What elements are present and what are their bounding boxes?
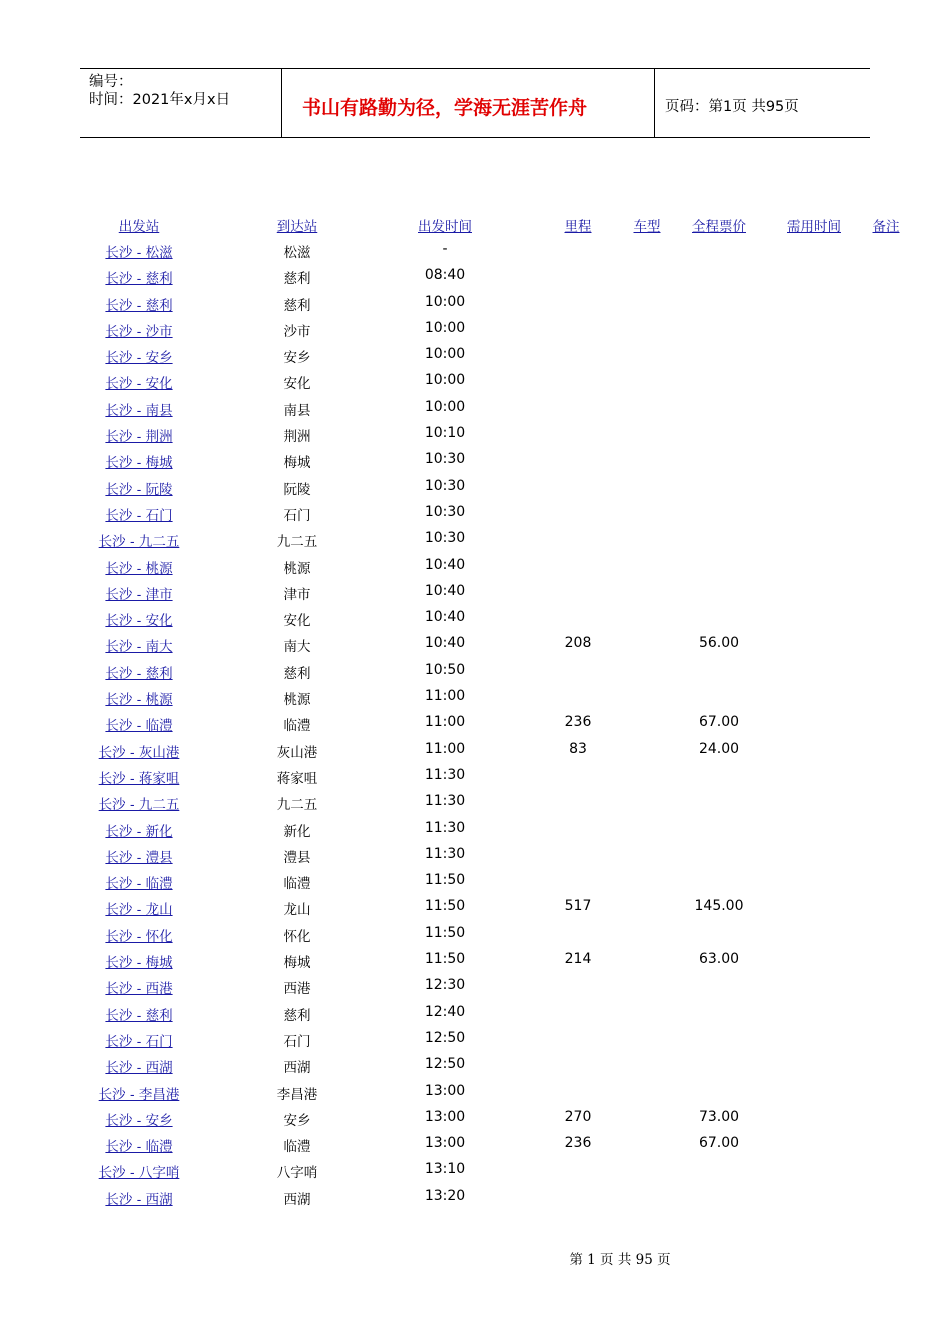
table-row bbox=[0, 1158, 950, 1184]
departure-time: 10:10 bbox=[424, 425, 466, 442]
page-info: 页码：第1页 共95页 bbox=[665, 99, 799, 115]
departure-time: 10:30 bbox=[424, 503, 466, 520]
route-link[interactable]: 长沙 - 荆洲 bbox=[105, 429, 173, 446]
table-row bbox=[0, 843, 950, 869]
arrival-station: 灰山港 bbox=[276, 744, 318, 761]
fare: 67.00 bbox=[698, 1135, 740, 1152]
table-row bbox=[0, 343, 950, 369]
route-link[interactable]: 长沙 - 西湖 bbox=[105, 1060, 173, 1077]
arrival-station: 九二五 bbox=[276, 797, 318, 814]
arrival-station: 西湖 bbox=[283, 1060, 311, 1077]
arrival-station: 梅城 bbox=[283, 955, 311, 972]
table-row bbox=[0, 1185, 950, 1211]
page-footer: 第 1 页 共 95 页 bbox=[569, 1252, 671, 1268]
arrival-station: 石门 bbox=[283, 1033, 311, 1050]
departure-time: 11:50 bbox=[424, 872, 466, 889]
route-link[interactable]: 长沙 - 安乡 bbox=[105, 1112, 173, 1129]
arrival-station: 荆洲 bbox=[283, 429, 311, 446]
departure-time: 10:00 bbox=[424, 293, 466, 310]
route-link[interactable]: 长沙 - 梅城 bbox=[105, 955, 173, 972]
arrival-station: 临澧 bbox=[283, 1139, 311, 1156]
route-link[interactable]: 长沙 - 南大 bbox=[105, 639, 173, 656]
departure-time: 12:50 bbox=[424, 1056, 466, 1073]
departure-time: 11:50 bbox=[424, 951, 466, 968]
departure-time: 10:40 bbox=[424, 556, 466, 573]
departure-time: 10:40 bbox=[424, 635, 466, 652]
route-link[interactable]: 长沙 - 澧县 bbox=[105, 849, 173, 866]
arrival-station: 慈利 bbox=[283, 297, 311, 314]
arrival-station: 南县 bbox=[283, 402, 311, 419]
column-header-vehicle-type[interactable]: 车型 bbox=[633, 219, 661, 235]
distance: 236 bbox=[564, 1135, 592, 1152]
departure-time: 11:30 bbox=[424, 845, 466, 862]
table-row bbox=[0, 396, 950, 422]
fare: 56.00 bbox=[698, 635, 740, 652]
table-row bbox=[0, 922, 950, 948]
arrival-station: 西湖 bbox=[283, 1191, 311, 1208]
arrival-station: 安化 bbox=[283, 613, 311, 630]
arrival-station: 新化 bbox=[283, 823, 311, 840]
table-row bbox=[0, 554, 950, 580]
table-row bbox=[0, 1080, 950, 1106]
route-link[interactable]: 长沙 - 石门 bbox=[105, 1033, 173, 1050]
route-link[interactable]: 长沙 - 八字哨 bbox=[98, 1165, 180, 1182]
document-header bbox=[80, 68, 870, 138]
departure-time: 10:00 bbox=[424, 346, 466, 363]
departure-time: 11:00 bbox=[424, 714, 466, 731]
departure-time: 11:00 bbox=[424, 688, 466, 705]
route-link[interactable]: 长沙 - 西港 bbox=[105, 981, 173, 998]
route-link[interactable]: 长沙 - 临澧 bbox=[105, 718, 173, 735]
route-link[interactable]: 长沙 - 慈利 bbox=[105, 1007, 173, 1024]
route-link[interactable]: 长沙 - 慈利 bbox=[105, 297, 173, 314]
column-header-arrival-station[interactable]: 到达站 bbox=[276, 219, 318, 235]
table-row bbox=[0, 264, 950, 290]
table-row bbox=[0, 738, 950, 764]
fare: 145.00 bbox=[694, 898, 744, 915]
distance: 517 bbox=[564, 898, 592, 915]
arrival-station: 慈利 bbox=[283, 271, 311, 288]
departure-time: 10:40 bbox=[424, 609, 466, 626]
table-row bbox=[0, 501, 950, 527]
route-link[interactable]: 长沙 - 安化 bbox=[105, 613, 173, 630]
departure-time: 11:30 bbox=[424, 819, 466, 836]
route-link[interactable]: 长沙 - 龙山 bbox=[105, 902, 173, 919]
departure-time: 11:00 bbox=[424, 740, 466, 757]
column-header-distance[interactable]: 里程 bbox=[564, 219, 592, 235]
table-row bbox=[0, 1001, 950, 1027]
column-header-remarks[interactable]: 备注 bbox=[872, 219, 900, 235]
arrival-station: 梅城 bbox=[283, 455, 311, 472]
departure-time: 10:00 bbox=[424, 372, 466, 389]
departure-time: 13:00 bbox=[424, 1108, 466, 1125]
departure-time: 10:30 bbox=[424, 477, 466, 494]
column-header-departure-time[interactable]: 出发时间 bbox=[418, 219, 472, 235]
route-link[interactable]: 长沙 - 安乡 bbox=[105, 350, 173, 367]
arrival-station: 李昌港 bbox=[276, 1086, 318, 1103]
route-link[interactable]: 长沙 - 临澧 bbox=[105, 876, 173, 893]
departure-time: 11:50 bbox=[424, 898, 466, 915]
departure-time: 12:30 bbox=[424, 977, 466, 994]
route-link[interactable]: 长沙 - 桃源 bbox=[105, 692, 173, 709]
table-row bbox=[0, 632, 950, 658]
fare: 73.00 bbox=[698, 1108, 740, 1125]
route-link[interactable]: 长沙 - 灰山港 bbox=[98, 744, 180, 761]
table-row bbox=[0, 817, 950, 843]
arrival-station: 临澧 bbox=[283, 876, 311, 893]
arrival-station: 安乡 bbox=[283, 350, 311, 367]
table-row bbox=[0, 711, 950, 737]
distance: 270 bbox=[564, 1108, 592, 1125]
arrival-station: 津市 bbox=[283, 586, 311, 603]
distance: 83 bbox=[569, 740, 587, 757]
date-label: 时间：2021年x月x日 bbox=[89, 92, 231, 108]
header-motto: 书山有路勤为径，学海无涯苦作舟 bbox=[302, 97, 588, 119]
table-row bbox=[0, 1027, 950, 1053]
route-link[interactable]: 长沙 - 阮陵 bbox=[105, 481, 173, 498]
route-link[interactable]: 长沙 - 梅城 bbox=[105, 455, 173, 472]
table-row bbox=[0, 580, 950, 606]
route-link[interactable]: 长沙 - 安化 bbox=[105, 376, 173, 393]
arrival-station: 慈利 bbox=[283, 665, 311, 682]
route-link[interactable]: 长沙 - 松滋 bbox=[105, 245, 173, 261]
departure-time: 11:30 bbox=[424, 793, 466, 810]
arrival-station: 慈利 bbox=[283, 1007, 311, 1024]
arrival-station: 安乡 bbox=[283, 1112, 311, 1129]
route-link[interactable]: 长沙 - 慈利 bbox=[105, 271, 173, 288]
table-row bbox=[0, 475, 950, 501]
table-row bbox=[0, 764, 950, 790]
number-label: 编号： bbox=[89, 74, 133, 90]
header-divider bbox=[654, 69, 655, 137]
departure-time: 13:00 bbox=[424, 1135, 466, 1152]
fare: 67.00 bbox=[698, 714, 740, 731]
arrival-station: 怀化 bbox=[283, 928, 311, 945]
departure-time: 10:00 bbox=[424, 319, 466, 336]
column-header-fare[interactable]: 全程票价 bbox=[692, 219, 746, 235]
departure-time: 13:20 bbox=[424, 1187, 466, 1204]
arrival-station: 澧县 bbox=[283, 849, 311, 866]
departure-time: 10:30 bbox=[424, 530, 466, 547]
departure-time: 10:30 bbox=[424, 451, 466, 468]
arrival-station: 桃源 bbox=[283, 560, 311, 577]
table-row bbox=[0, 895, 950, 921]
route-link[interactable]: 长沙 - 临澧 bbox=[105, 1139, 173, 1156]
route-link[interactable]: 长沙 - 李昌港 bbox=[98, 1086, 180, 1103]
table-row bbox=[0, 869, 950, 895]
distance: 236 bbox=[564, 714, 592, 731]
departure-time: 08:40 bbox=[424, 267, 466, 284]
departure-time: 10:50 bbox=[424, 661, 466, 678]
fare: 24.00 bbox=[698, 740, 740, 757]
departure-time: 10:40 bbox=[424, 582, 466, 599]
table-row bbox=[0, 1053, 950, 1079]
arrival-station: 石门 bbox=[283, 507, 311, 524]
arrival-station: 阮陵 bbox=[283, 481, 311, 498]
departure-time: 13:00 bbox=[424, 1082, 466, 1099]
route-link[interactable]: 长沙 - 新化 bbox=[105, 823, 173, 840]
arrival-station: 南大 bbox=[283, 639, 311, 656]
route-link[interactable]: 长沙 - 九二五 bbox=[98, 534, 180, 551]
route-link[interactable]: 长沙 - 怀化 bbox=[105, 928, 173, 945]
arrival-station: 蒋家咀 bbox=[276, 770, 318, 787]
column-header-departure-station[interactable]: 出发站 bbox=[118, 219, 160, 235]
route-link[interactable]: 长沙 - 津市 bbox=[105, 586, 173, 603]
departure-time: 11:30 bbox=[424, 766, 466, 783]
route-link[interactable]: 长沙 - 慈利 bbox=[105, 665, 173, 682]
route-link[interactable]: 长沙 - 沙市 bbox=[105, 323, 173, 340]
table-row bbox=[0, 1132, 950, 1158]
table-row bbox=[0, 422, 950, 448]
table-row bbox=[0, 790, 950, 816]
departure-time: 12:40 bbox=[424, 1003, 466, 1020]
arrival-station: 安化 bbox=[283, 376, 311, 393]
arrival-station: 八字哨 bbox=[276, 1165, 318, 1182]
table-row bbox=[0, 685, 950, 711]
arrival-station: 西港 bbox=[283, 981, 311, 998]
table-row bbox=[0, 317, 950, 343]
arrival-station: 沙市 bbox=[283, 323, 311, 340]
departure-time: 12:50 bbox=[424, 1029, 466, 1046]
arrival-station: 龙山 bbox=[283, 902, 311, 919]
table-row bbox=[0, 606, 950, 632]
route-link[interactable]: 长沙 - 南县 bbox=[105, 402, 173, 419]
table-row bbox=[0, 291, 950, 317]
column-header-duration[interactable]: 需用时间 bbox=[787, 219, 841, 235]
route-link[interactable]: 长沙 - 石门 bbox=[105, 507, 173, 524]
table-row bbox=[0, 948, 950, 974]
arrival-station: 九二五 bbox=[276, 534, 318, 551]
table-row bbox=[0, 369, 950, 395]
route-link[interactable]: 长沙 - 桃源 bbox=[105, 560, 173, 577]
departure-time: - bbox=[442, 241, 448, 257]
table-row bbox=[0, 974, 950, 1000]
route-link[interactable]: 长沙 - 西湖 bbox=[105, 1191, 173, 1208]
route-link[interactable]: 长沙 - 蒋家咀 bbox=[98, 770, 180, 787]
arrival-station: 桃源 bbox=[283, 692, 311, 709]
departure-time: 13:10 bbox=[424, 1161, 466, 1178]
table-row bbox=[0, 659, 950, 685]
table-row bbox=[0, 1106, 950, 1132]
distance: 214 bbox=[564, 951, 592, 968]
departure-time: 10:00 bbox=[424, 398, 466, 415]
fare: 63.00 bbox=[698, 951, 740, 968]
table-row bbox=[0, 527, 950, 553]
arrival-station: 松滋 bbox=[283, 245, 311, 261]
arrival-station: 临澧 bbox=[283, 718, 311, 735]
schedule-table-body bbox=[0, 238, 950, 1211]
departure-time: 11:50 bbox=[424, 924, 466, 941]
route-link[interactable]: 长沙 - 九二五 bbox=[98, 797, 180, 814]
distance: 208 bbox=[564, 635, 592, 652]
table-row bbox=[0, 448, 950, 474]
table-row bbox=[0, 238, 950, 264]
header-divider bbox=[281, 69, 282, 137]
